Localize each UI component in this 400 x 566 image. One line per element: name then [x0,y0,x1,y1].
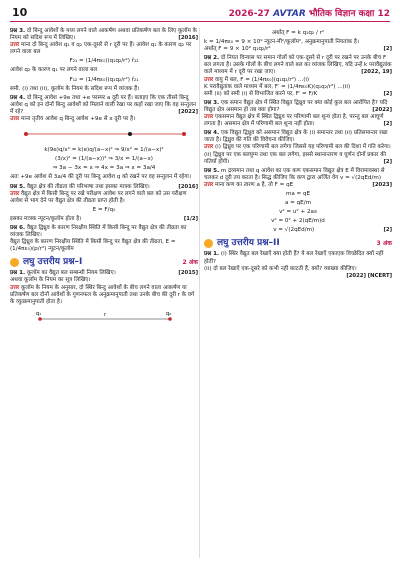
short-question-1-right [204,251,392,279]
continued-answer [204,30,392,53]
question-number: प्रश्न 5. [10,183,26,190]
page-number: 10 [12,6,28,19]
exam-year: [2022] [NCERT] [346,272,392,279]
question-6 [10,225,198,253]
answer-text: माना तृतीय आवेश q बिन्दु आवेश +9e से x दूरी पर है। [21,116,136,123]
equation: a = qE/m [284,200,312,207]
equation: v² = 0² + 2(qE/m)d [271,218,325,225]
header-title [229,6,390,19]
question-number: प्रश्न 4. [10,94,26,101]
question-number: प्रश्न 5. [204,167,220,174]
section-marks: 3 अंक [376,240,392,248]
question-5-right [204,168,392,235]
equation: F₁₂ = (1/4πε₀)(q₁q₂/r²) r̂₂₁ [69,76,139,83]
question-3-right [204,100,392,128]
question-4-right [204,130,392,165]
column-divider [199,28,200,558]
question-number: प्रश्न 3. [10,28,26,34]
marks-tag: [2] [383,227,392,234]
equation: ma = qE [285,190,311,197]
equation: E = F/q₀ [92,206,116,213]
bulb-icon [204,239,213,248]
answer-text: वैद्युत क्षेत्र में किसी बिन्दु पर रखे परीक्षण आवेश पर लगने वाले बल को उस परीक्षण आवेश से भाग देने पर वैद्युत क्षेत्र की तीव्रता प्राप्त होती है। [10,190,187,204]
charge-label: q₁ [36,310,42,317]
answer-text: (i) द्विध्रुव पर एक परिणामी बल लगेगा जिससे यह परिणामी बल की दिशा में गति करेगा। [215,144,391,151]
section-heading [204,239,392,248]
answer-label: उत्तर [204,144,214,151]
question-number: प्रश्न 6. [10,224,26,231]
question-text: वैद्युत क्षेत्र की तीव्रता की परिभाषा तथा इसका मात्रक लिखिए। [26,183,150,190]
charge-line-svg [20,126,190,142]
charge-point [24,132,28,136]
question-text: वैद्युत द्विध्रुव के कारण निरक्षीय स्थिति में किसी बिन्दु पर वैद्युत क्षेत्र की तीव्रता का व्यंजक लिखिए। [10,224,187,239]
left-column [10,28,198,328]
answer-text: अतः +9e आवेश से 3a/4 की दूरी पर बिन्दु आवेश q को रखने पर वह सन्तुलन में रहेगा। [10,174,191,181]
answer-label: उत्तर [204,181,214,188]
equation: v = √(2qEd/m) [273,227,315,234]
answer-text: K परावैद्युतांक वाले माध्यम में बल, F′ = (1/4πε₀K)(q₁q₂/r²) ...(ii) [204,83,351,90]
charge-label: q₂ [166,310,172,317]
question-5 [10,184,198,223]
section-marks: 2 अंक [182,259,198,267]
answer-text: कूलॉम के नियम के अनुसार, दो स्थिर बिन्दु आवेशों के बीच लगने वाला आकर्षण या प्रतिकर्षण बल दोनों आवेशों के गुणनफल के अनुक्रमानुपाती तथा उनके बीच की दूरी r के वर्ग के व्युत्क्रमानुपाती होता है। [10,284,195,305]
equation: ⇒ 3a − 3x = x ⇒ 4x = 3a ⇒ x = 3a/4 [52,165,156,172]
question-text: m द्रव्यमान तथा q आवेश का एक कण एकसमान विद्युत क्षेत्र E में विरामावस्था से चलकर d दूरी तय करता है। सिद्ध कीजिए कि कण द्वारा अर्जित वेग v = √(2qEd/m) [204,167,385,181]
exam-year: [2023] [372,181,392,188]
question-text: दो बिन्दु आवेश +9e तथा +e परस्पर a दूरी पर हैं। बताइए कि एक तीसरे बिन्दु आवेश q को इन दोनों बिन्दु आवेशों को मिलाने वाली रेखा पर कहाँ रखा जाए कि वह सन्तुलन में रहे? [10,94,196,115]
charge-point [128,132,132,136]
exam-year: [2022, 19] [361,69,392,76]
charge-point [182,132,186,136]
question-text: (ii) दो बल रेखाएँ एक-दूसरे को कभी नहीं काटती हैं, क्यों? व्याख्या कीजिए। [204,265,357,272]
question-number: प्रश्न 1. [204,251,220,258]
header-divider [10,21,390,22]
exam-year: [2022] [178,108,198,115]
equation: F₂₁ = (1/4πε₀)(q₁q₂/r²) r̂₁₂ [69,58,139,65]
question-4 [10,95,198,182]
short-question-1 [10,270,198,324]
charge-point [38,317,42,321]
question-text: कूलॉम का वैद्युत बल सम्बन्धी नियम लिखिए। [26,270,116,277]
question-text: अथवा कूलॉम के नियम का सूत्र लिखिए। [10,277,91,284]
question-text: एक समान वैद्युत क्षेत्र में स्थित विद्युत द्विध्रुव पर क्या कोई कुल बल आरोपित है? यदि विद्युत क्षेत्र असमान हो तब क्या होगा? [204,99,388,113]
distance-label: r [104,311,107,318]
answer-label: उत्तर [10,190,20,197]
section-heading [10,258,198,267]
header-subject: भौतिक विज्ञान [308,9,356,19]
charge-line-figure [20,126,198,144]
question-3 [10,28,198,93]
coulomb-figure [20,309,198,325]
question-number: प्रश्न 4. [204,130,220,137]
exam-year: [2016] [178,35,198,42]
equation: अर्थात् F = k q₁q₂ / r² [271,30,325,36]
header-class: कक्षा 12 [358,9,390,19]
marks-tag: [2] [383,46,392,53]
header-year: 2026-27 [228,9,270,19]
bulb-icon [10,258,19,267]
question-2 [204,55,392,98]
equation: अर्थात् F = 9 × 10⁹ q₁q₂/r² [204,46,271,53]
right-column [204,28,392,282]
answer-text: k = 1/4πε₀ = 9 × 10⁹ न्यूटन-मी²/कूलॉम², अनुक्रमानुपाती नियतांक है। [204,39,359,46]
marks-tag: [2] [383,121,392,128]
exam-year: [2015] [178,270,198,277]
answer-label: उत्तर [10,116,20,123]
marks-tag: [2] [383,158,392,165]
answer-text: वैद्युत द्विध्रुव के कारण निरक्षीय स्थिति में किसी बिन्दु पर वैद्युत क्षेत्र की तीव्रता, E = (1/4πε₀)(p/r³) न्यूटन/कूलॉम [10,239,176,253]
exam-year: [2022] [372,106,392,113]
answer-text: समी (ii) को समी (i) से विभाजित करने पर, F′ = F/K [204,90,318,97]
answer-text: आवेश q₂ के कारण q₁ पर लगने वाला बल [10,67,98,74]
answer-label: उत्तर [204,76,214,83]
section-title: लघु उत्तरीय प्रश्न–I [23,257,83,268]
equation: v² = u² + 2as [279,209,317,216]
charge-point [168,317,172,321]
header-brand: AVTAR [273,9,306,19]
marks-tag: [2] [383,90,392,97]
answer-label: उत्तर [10,42,20,49]
question-text: एक विद्युत द्विध्रुव को असमान विद्युत क्षेत्र के (i) समान्तर तथा (ii) प्रतिसमान्तर रखा जाता है। द्विध्रुव की गति की विवेचना कीजिए। [204,130,388,144]
coulomb-svg [20,309,190,325]
answer-text: समी. (i) तथा (ii), कूलॉम के नियम के सदिश रूप में व्यंजक हैं। [10,85,140,92]
equation: k(9e)q/x² = k(e)q/(a−x)² ⇒ 9/x² = 1/(a−x)² [44,147,164,154]
answer-text: इसका मात्रक न्यूटन/कूलॉम होता है। [10,215,82,222]
answer-label: उत्तर [10,284,20,291]
question-text: (i) स्थिर वैद्युत बल रेखाएँ क्या होती हैं? ये बल रेखाएँ एकाएक विच्छेदित क्यों नहीं होतीं? [204,251,384,265]
question-text: दो बिन्दु आवेशों के मध्य लगने वाले आकर्षण अथवा प्रतिकर्षण बल के लिए कूलॉम के नियम को सदिश रूप में लिखिए। [10,28,197,42]
answer-text: (ii) द्विध्रुव पर एक बलयुग्म तथा एक बल लगेगा, इससे स्थानान्तरण व घूर्णन दोनों प्रकार की गतियाँ होंगी। [204,151,386,165]
answer-text: एकसमान वैद्युत क्षेत्र में स्थित द्विध्रुव पर परिणामी बल शून्य होता है, परन्तु बल आघूर्ण लगता है। असमान क्षेत्र में परिणामी बल शून्य नहीं होता। [204,114,384,128]
question-number: प्रश्न 3. [204,99,220,106]
question-number: प्रश्न 2. [204,55,220,62]
answer-text: माना कण का त्वरण a है, तो F = qE [215,181,294,188]
answer-text: माना दो बिन्दु आवेश q₁ व q₂ एक-दूसरे से r दूरी पर हैं। आवेश q₁ के कारण q₂ पर लगने वाला बल [10,42,192,56]
section-title: लघु उत्तरीय प्रश्न–II [217,238,280,249]
answer-label: उत्तर [204,114,214,121]
answer-text: वायु में बल, F = (1/4πε₀)(q₁q₂/r²) ...(i) [215,76,310,83]
exam-year: [2016] [178,183,198,190]
question-number: प्रश्न 1. [10,270,26,277]
equation: (3/x)² = (1/(a−x))² ⇒ 3/x = 1/(a−x) [55,156,153,163]
page-header [0,0,400,24]
question-text: दो नियत विन्यास पर समान गोलों को एक-दूसरे से r दूरी पर रखने पर उनके बीच F बल लगता है। उसके गोलों के बीच लगने वाले बल का व्यंजक लिखिए, यदि उन्हें k परावैद्युतांक वाले माध्यम में r दूरी पर रखा जाए। [204,55,392,76]
marks-tag: [1/2] [183,215,198,222]
